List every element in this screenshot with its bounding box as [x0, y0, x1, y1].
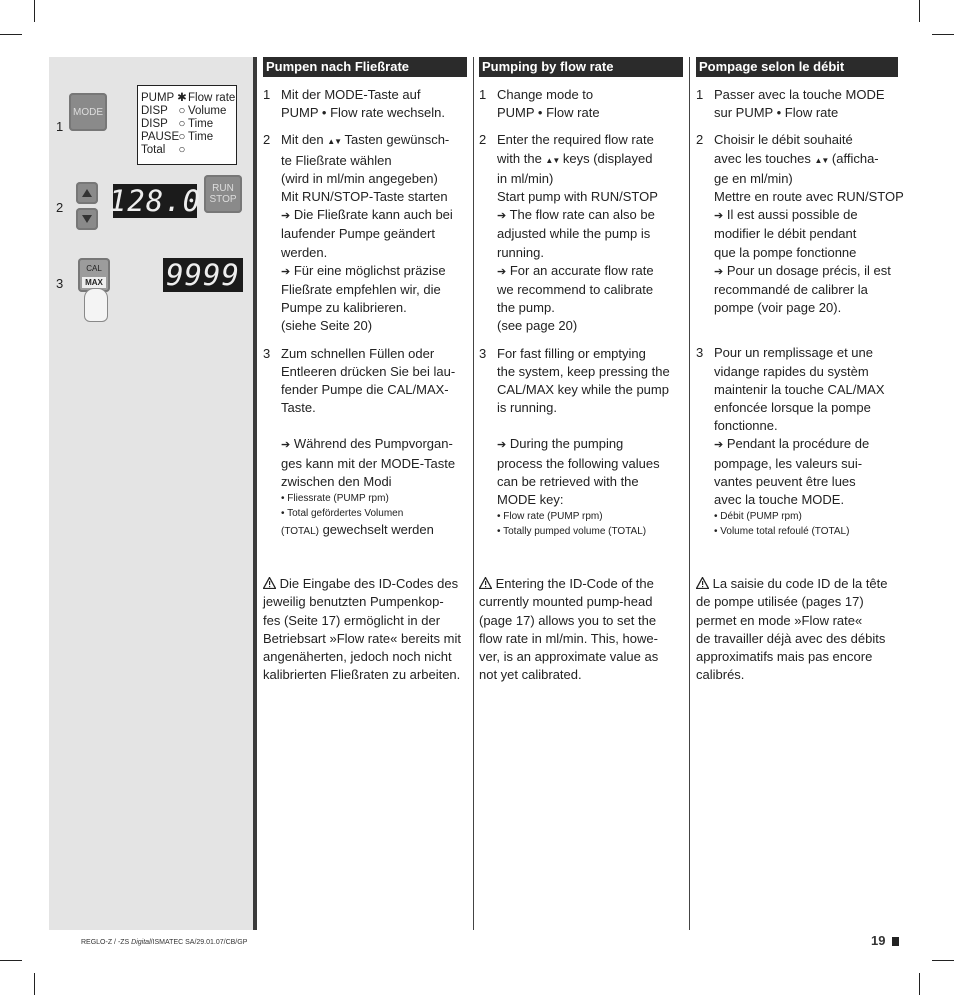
english-warning: Entering the ID-Code of the currently mounted pump-head (page 17) allows you to set the flow rate in ml/min. This, howe- ver, is an approximate value as not yet calibrated. [479, 576, 659, 683]
status-row: PAUSE ○ Time [141, 131, 214, 143]
column-divider [473, 57, 474, 930]
mode-button [69, 93, 107, 131]
german-warning: Die Eingabe des ID-Codes des jeweilig benutzten Pumpenkop- fes (Seite 17) ermöglicht in der Betriebsart »Flow rate« bereits mit angenäherten, jedoch noch nicht kalibrierten Fließraten zu arbeiten. [263, 576, 461, 683]
step-2-number: 2 [56, 200, 64, 215]
up-down-arrows-icon: ▲▼ [814, 155, 829, 165]
crop-mark [919, 973, 920, 995]
crop-mark [932, 960, 954, 961]
german-header: Pumpen nach Fließrate [263, 57, 467, 77]
status-row: Total ○ [141, 144, 186, 156]
warning-icon [696, 577, 709, 589]
crop-mark [919, 0, 920, 22]
crop-mark [34, 0, 35, 22]
french-step-3: 3 Pour un remplissage et une vidange rapides du systèm maintenir la touche CAL/MAX enfoncée lorsque la pompe fonctionne. ➔ Pendant la procédure de pompage, les valeurs sui- vantes peuvent être lues avec la touche MODE. • Débit (PUMP rpm) • Volume total refoulé (TOTAL) [696, 345, 885, 538]
english-column [479, 57, 683, 684]
finger-icon [84, 288, 108, 322]
run-stop-button [204, 175, 242, 213]
status-row: PUMP ✱ Flow rate [141, 92, 236, 104]
up-down-arrows-icon: ▲▼ [327, 137, 342, 147]
status-row: DISP ○ Time [141, 118, 214, 130]
arrow-right-icon: ➔ [714, 439, 724, 452]
step-3-number: 3 [56, 276, 64, 291]
page-number: 19 [871, 933, 886, 948]
french-column [696, 57, 904, 684]
cal-label: CAL [86, 263, 102, 273]
english-step-2: 2 Enter the required flow rate with the ▲▼ keys (displayed in ml/min) Start pump with RUN/STOP ➔ The flow rate can also be adjusted while the pump is running. ➔ For an accurate flow rate we recommend to calibrate the pump. (see page 20) [479, 132, 658, 334]
footer-text: REGLO-Z / -ZS Digital/ISMATEC SA/29.01.07/CB/GP [81, 939, 248, 946]
arrow-right-icon: ➔ [281, 439, 291, 452]
crop-mark [0, 960, 22, 961]
german-column [263, 57, 467, 684]
flow-rate-display: 128.0 [108, 184, 202, 218]
french-step-1: 1 Passer avec la touche MODE sur PUMP • Flow rate [696, 87, 885, 121]
french-header: Pompage selon le débit [696, 57, 898, 77]
arrow-right-icon: ➔ [714, 265, 724, 278]
up-down-arrows-icon: ▲▼ [545, 155, 560, 165]
warning-icon [479, 577, 492, 589]
page-marker [892, 937, 899, 946]
arrow-right-icon: ➔ [281, 265, 291, 278]
cal-max-button [78, 258, 110, 292]
panel-divider-bar [253, 57, 257, 930]
english-step-3: 3 For fast filling or emptying the system, keep pressing the CAL/MAX key while the pump is running. ➔ During the pumping process the following values can be retrieved with the MODE key: • Flow rate (PUMP rpm) • Totally pumped volume (TOTAL) [479, 345, 670, 538]
french-step-2: 2 Choisir le débit souhaité avec les touches ▲▼ (afficha- ge en ml/min) Mettre en route avec RUN/STOP ➔ Il est aussi possible de modifier le débit pendant que la pompe fonctionne ➔ Pour un dosage précis, il est recommandé de calibrer la pompe (voir page 20). [696, 132, 904, 316]
up-arrow-button [76, 182, 98, 204]
triangle-up-icon [82, 189, 92, 197]
arrow-right-icon: ➔ [281, 210, 291, 223]
german-step-2: 2 Mit den ▲▼ Tasten gewünsch- te Fließrate wählen (wird in ml/min angegeben) Mit RUN/STOP-Taste starten ➔ Die Fließrate kann auch bei laufender Pumpe geändert werden. ➔ Für eine möglichst präzise Fließrate empfehlen wir, die Pumpe zu kalibrieren. (siehe Seite 20) [263, 132, 453, 334]
german-step-3: 3 Zum schnellen Füllen oder Entleeren drücken Sie bei lau- fender Pumpe die CAL/MAX- Taste. ➔ Während des Pumpvorgan- ges kann mit der MODE-Taste zwischen den Modi • Fliessrate (PUMP rpm) • Total gefördertes Volumen (TOTAL) gewechselt werden [263, 345, 456, 538]
triangle-down-icon [82, 215, 92, 223]
english-header: Pumping by flow rate [479, 57, 683, 77]
max-label: MAX [82, 277, 106, 288]
arrow-right-icon: ➔ [714, 210, 724, 223]
total-display: 9999 [163, 258, 243, 292]
german-step-1: 1 Mit der MODE-Taste auf PUMP • Flow rate wechseln. [263, 87, 445, 121]
column-divider [689, 57, 690, 930]
mode-button-label: MODE [73, 106, 103, 118]
stop-label: STOP [209, 194, 237, 205]
down-arrow-button [76, 208, 98, 230]
french-warning: La saisie du code ID de la tête de pompe utilisée (pages 17) permet en mode »Flow rate« de travailler déjà avec des débits approximatifs mais pas encore calibrés. [696, 576, 888, 683]
arrow-right-icon: ➔ [497, 439, 507, 452]
crop-mark [932, 34, 954, 35]
status-panel [137, 85, 237, 165]
crop-mark [0, 34, 22, 35]
arrow-right-icon: ➔ [497, 210, 507, 223]
english-step-1: 1 Change mode to PUMP • Flow rate [479, 87, 600, 121]
warning-icon [263, 577, 276, 589]
run-label: RUN [212, 183, 234, 194]
step-1-number: 1 [56, 119, 64, 134]
status-row: DISP ○ Volume [141, 105, 227, 117]
crop-mark [34, 973, 35, 995]
arrow-right-icon: ➔ [497, 265, 507, 278]
